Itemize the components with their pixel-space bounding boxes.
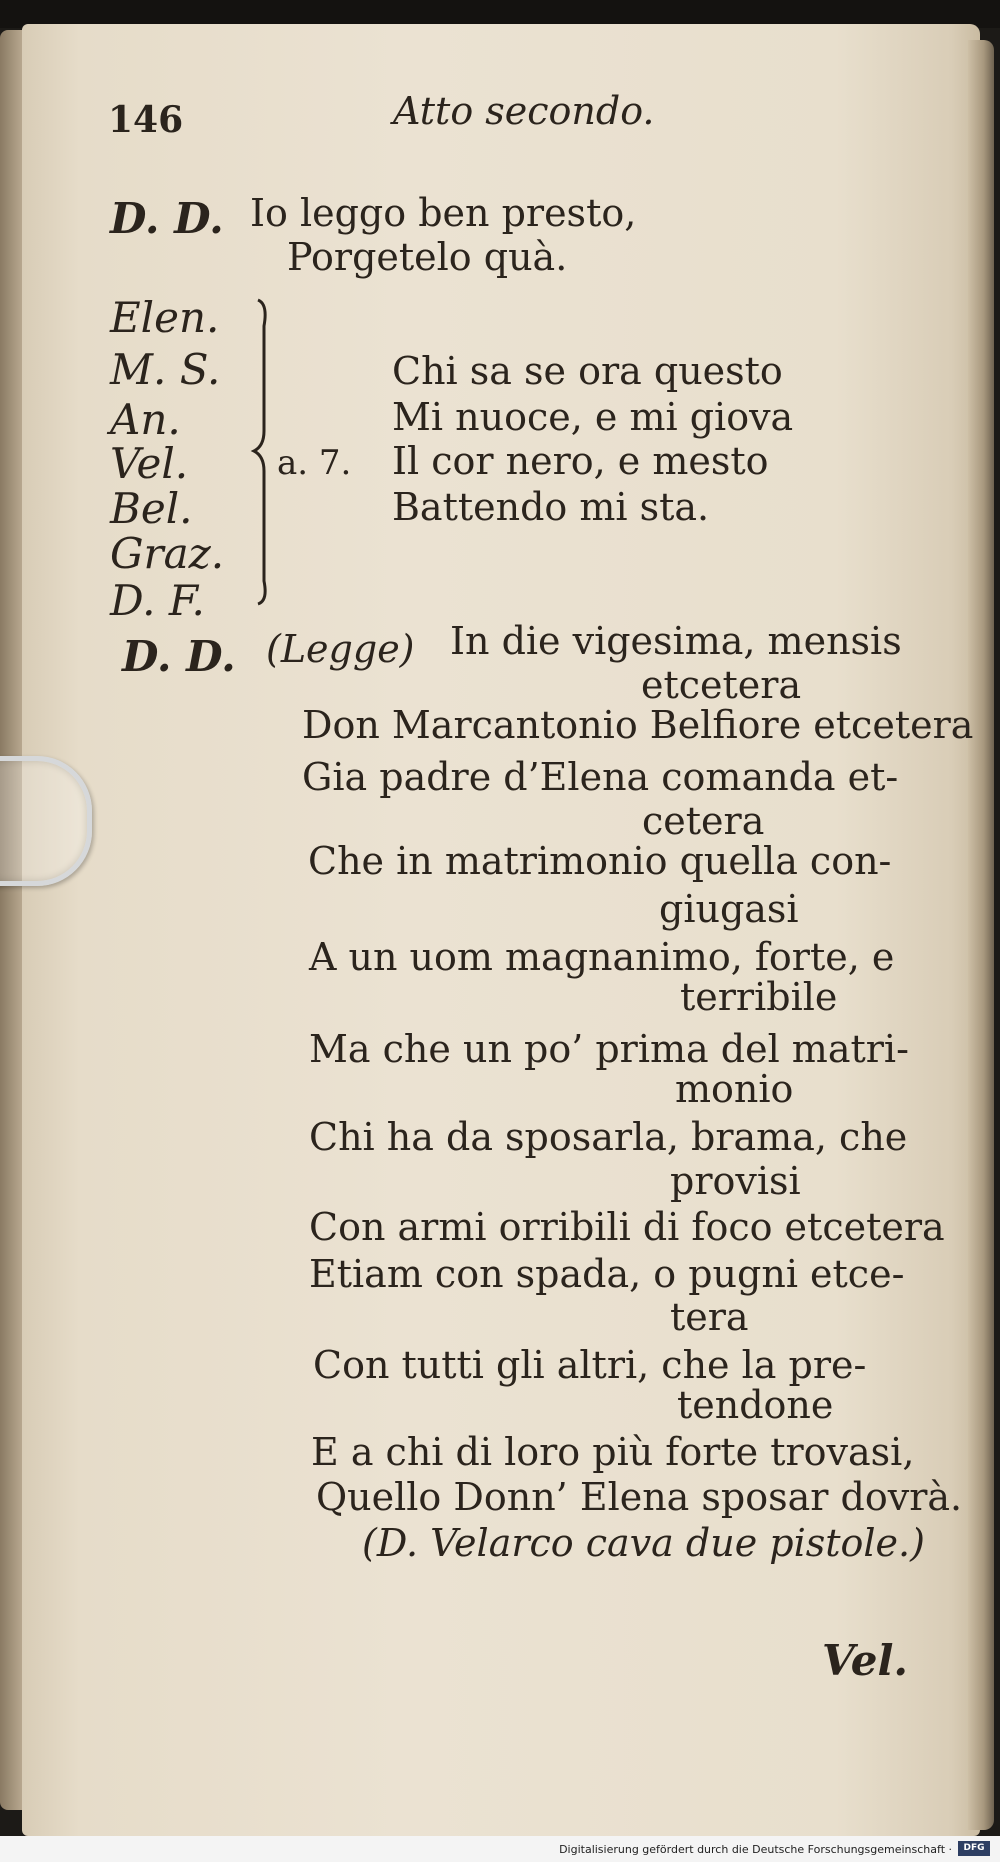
verse-line: terribile — [680, 975, 838, 1019]
running-title: Atto secondo. — [393, 89, 655, 133]
stage-direction-closing: (D. Velarco cava due pistole.) — [362, 1521, 925, 1565]
verse-line: monio — [675, 1067, 794, 1111]
page-right-edge — [968, 40, 994, 1830]
speaker-vel: Vel. — [110, 439, 189, 488]
speaker-graz: Graz. — [110, 529, 225, 578]
stage-direction: (Legge) — [266, 627, 415, 671]
verse-line: A un uom magnanimo, forte, e — [309, 935, 895, 979]
dfg-logo: DFG — [958, 1841, 990, 1856]
speaker-dd: D. D. — [110, 194, 224, 243]
ensemble-marker: a. 7. — [277, 443, 352, 483]
verse-line: E a chi di loro più forte trovasi, — [311, 1430, 915, 1474]
verse-line: Ma che un po’ prima del matri- — [309, 1027, 909, 1071]
verse-line: Io leggo ben presto, — [250, 191, 637, 235]
speaker-bel: Bel. — [110, 484, 193, 533]
verse-line: provisi — [670, 1159, 801, 1203]
speaker-an: An. — [110, 395, 181, 444]
verse-line: Chi ha da sposarla, brama, che — [309, 1115, 908, 1159]
verse-line: Quello Donn’ Elena sposar dovrà. — [316, 1475, 963, 1519]
catchword: Vel. — [822, 1636, 909, 1685]
verse-line: Con tutti gli altri, che la pre- — [313, 1343, 867, 1387]
speaker-dd: D. D. — [122, 632, 236, 681]
verse-line: Etiam con spada, o pugni etce- — [309, 1252, 905, 1296]
verse-line: Porgetelo quà. — [287, 235, 568, 279]
verse-line: etcetera — [641, 663, 802, 707]
verse-line: Chi sa se ora questo — [392, 349, 783, 393]
verse-line: tendone — [677, 1383, 834, 1427]
speaker-ms: M. S. — [110, 345, 221, 394]
verse-line: tera — [670, 1295, 749, 1339]
verse-line: Don Marcantonio Belfiore etcetera — [302, 703, 974, 747]
page-clip — [0, 756, 92, 886]
verse-line: giugasi — [659, 887, 799, 931]
verse-line: Il cor nero, e mesto — [392, 439, 769, 483]
verse-line: Con armi orribili di foco etcetera — [309, 1205, 945, 1249]
verse-line: Gia padre d’Elena comanda et- — [302, 755, 899, 799]
verse-line: Battendo mi sta. — [392, 485, 710, 529]
verse-line: Mi nuoce, e mi giova — [392, 395, 794, 439]
page-number: 146 — [108, 99, 184, 141]
verse-line: Che in matrimonio quella con- — [308, 839, 892, 883]
speaker-elen: Elen. — [110, 293, 220, 342]
digitization-credit: Digitalisierung gefördert durch die Deutsche Forschungsgemeinschaft · — [559, 1843, 952, 1856]
verse-line: cetera — [642, 799, 765, 843]
verse-line: In die vigesima, mensis — [450, 619, 902, 663]
speaker-df: D. F. — [110, 576, 205, 625]
